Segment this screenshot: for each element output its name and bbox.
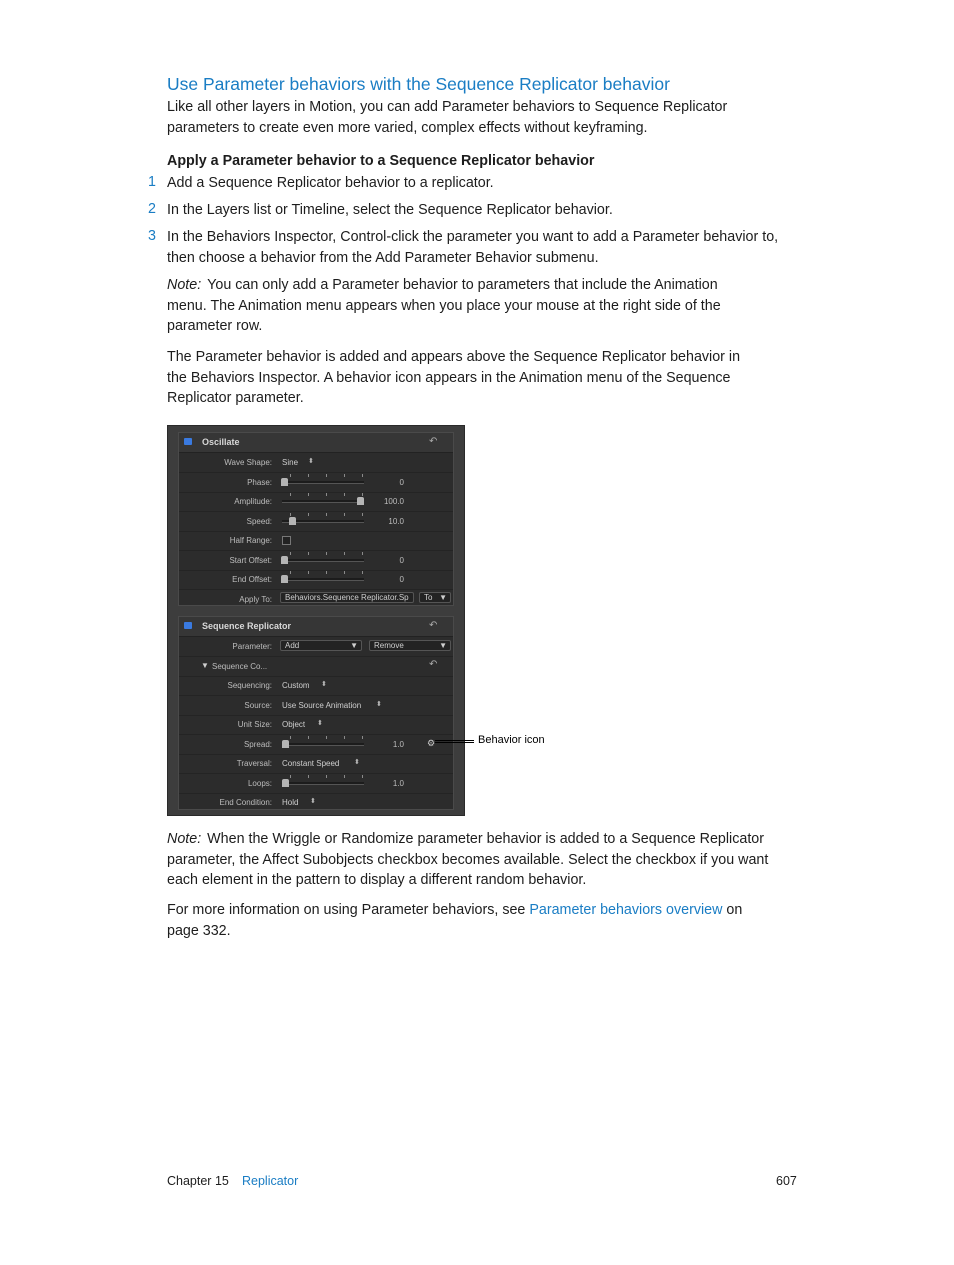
slider-tick <box>308 493 309 496</box>
slider-tick <box>326 552 327 555</box>
paragraph-line: page 332. <box>167 922 231 939</box>
param-label: Unit Size: <box>237 720 272 729</box>
task-title: Apply a Parameter behavior to a Sequence Replicator behavior <box>167 153 595 169</box>
param-row-phase <box>179 472 453 493</box>
step-number: 3 <box>148 228 156 244</box>
param-row-wave-shape <box>179 452 453 473</box>
param-label: Speed: <box>246 517 272 526</box>
slider-tick <box>308 552 309 555</box>
param-label: Wave Shape: <box>224 458 272 467</box>
slider-tick <box>308 474 309 477</box>
intro-line: Like all other layers in Motion, you can add Parameter behaviors to Sequence Replicator <box>167 99 728 115</box>
callout-line <box>435 742 474 743</box>
sequence-replicator-panel <box>178 616 454 810</box>
oscillate-panel <box>178 432 454 606</box>
param-value[interactable]: 10.0 <box>388 517 404 526</box>
slider-tick <box>326 513 327 516</box>
sequence-replicator-header <box>179 617 453 637</box>
slider-knob[interactable] <box>282 740 289 748</box>
subgroup-label: Sequence Co... <box>212 662 268 671</box>
param-value[interactable]: 1.0 <box>392 740 404 749</box>
sequencing-popup[interactable]: Custom <box>282 681 310 690</box>
param-row-unit-size <box>179 714 453 735</box>
slider-tick <box>362 493 363 496</box>
reset-icon[interactable]: ↶ <box>429 436 438 447</box>
wave-shape-popup[interactable]: Sine <box>282 458 299 467</box>
source-popup[interactable]: Use Source Animation <box>282 701 362 710</box>
panel-title: Oscillate <box>202 437 240 447</box>
amplitude-slider[interactable] <box>282 500 364 503</box>
slider-tick <box>290 571 291 574</box>
paragraph-line: the Behaviors Inspector. A behavior icon appears in the Animation menu of the Sequence <box>167 369 731 386</box>
param-value[interactable]: 100.0 <box>383 497 404 506</box>
param-row-source <box>179 695 453 716</box>
note-paragraph <box>167 829 768 891</box>
param-label: Phase: <box>247 478 272 487</box>
param-value[interactable]: 0 <box>399 478 404 487</box>
slider-tick <box>290 474 291 477</box>
footer-section-link[interactable]: Replicator <box>242 1174 299 1188</box>
half-range-checkbox[interactable] <box>282 536 291 545</box>
param-row-spread <box>179 734 453 755</box>
intro-paragraph <box>167 97 727 138</box>
note-label: Note: <box>167 831 202 847</box>
param-label: Start Offset: <box>229 556 272 565</box>
param-label: Source: <box>244 701 272 710</box>
enable-checkbox[interactable] <box>184 438 192 445</box>
slider-tick <box>344 571 345 574</box>
note-paragraph <box>167 275 721 337</box>
slider-tick <box>326 493 327 496</box>
disclosure-triangle-icon[interactable]: ▼ <box>201 661 209 670</box>
subgroup-row[interactable] <box>179 656 453 677</box>
slider-tick <box>290 736 291 739</box>
slider-tick <box>308 736 309 739</box>
enable-checkbox[interactable] <box>184 622 192 629</box>
intro-line: parameters to create even more varied, complex effects without keyframing. <box>167 119 648 136</box>
slider-tick <box>308 513 309 516</box>
more-info-paragraph <box>167 900 742 941</box>
slider-tick <box>326 775 327 778</box>
updown-arrows-icon: ⬍ <box>354 759 360 766</box>
slider-tick <box>362 775 363 778</box>
slider-tick <box>290 493 291 496</box>
slider-tick <box>362 474 363 477</box>
param-row-apply-to <box>179 589 453 609</box>
parameter-behaviors-overview-link[interactable]: Parameter behaviors overview <box>529 902 723 918</box>
slider-tick <box>344 736 345 739</box>
param-row-speed <box>179 511 453 532</box>
slider-tick <box>362 552 363 555</box>
slider-knob[interactable] <box>281 478 288 486</box>
start-offset-slider[interactable] <box>282 559 364 562</box>
slider-knob[interactable] <box>281 575 288 583</box>
param-value[interactable]: 1.0 <box>392 779 404 788</box>
param-label: Traversal: <box>236 759 272 768</box>
slider-tick <box>290 552 291 555</box>
paragraph-text: For more information on using Parameter behaviors, see <box>167 902 530 918</box>
updown-arrows-icon: ⬍ <box>308 458 314 465</box>
slider-tick <box>326 571 327 574</box>
param-label: Sequencing: <box>227 681 272 690</box>
param-label: End Offset: <box>232 575 272 584</box>
slider-tick <box>290 513 291 516</box>
unit-size-popup[interactable]: Object <box>282 720 306 729</box>
param-row-start-offset <box>179 550 453 571</box>
traversal-popup[interactable]: Constant Speed <box>282 759 340 768</box>
step-text <box>167 227 778 268</box>
slider-tick <box>308 571 309 574</box>
section-heading: Use Parameter behaviors with the Sequence Replicator behavior <box>167 74 670 94</box>
slider-tick <box>344 493 345 496</box>
end-offset-slider[interactable] <box>282 578 364 581</box>
step-text: In the Layers list or Timeline, select the Sequence Replicator behavior. <box>167 202 613 218</box>
updown-arrows-icon: ⬍ <box>317 720 323 727</box>
param-label: Amplitude: <box>234 497 272 506</box>
step-number: 2 <box>148 201 156 217</box>
param-value[interactable]: 0 <box>399 575 404 584</box>
step-line: In the Behaviors Inspector, Control-click the parameter you want to add a Parameter behavior to, <box>167 229 779 245</box>
note-line: parameter, the Affect Subobjects checkbox becomes available. Select the checkbox if you want <box>167 851 769 868</box>
add-popup[interactable] <box>280 640 362 651</box>
slider-tick <box>326 474 327 477</box>
slider-tick <box>326 736 327 739</box>
slider-knob[interactable] <box>289 517 296 525</box>
slider-tick <box>344 775 345 778</box>
slider-tick <box>344 513 345 516</box>
slider-tick <box>290 775 291 778</box>
remove-popup[interactable] <box>369 640 451 651</box>
panel-title: Sequence Replicator <box>202 621 292 631</box>
reset-icon[interactable]: ↶ <box>429 620 438 631</box>
to-label: To <box>424 593 433 602</box>
note-line: menu. The Animation menu appears when you place your mouse at the right side of the <box>167 297 721 314</box>
param-row-parameter <box>179 636 453 657</box>
param-label: End Condition: <box>219 798 272 807</box>
step-number: 1 <box>148 174 156 190</box>
remove-label: Remove <box>374 641 404 650</box>
slider-knob[interactable] <box>357 497 364 505</box>
param-label: Loops: <box>247 779 272 788</box>
slider-tick <box>344 474 345 477</box>
note-label: Note: <box>167 277 202 293</box>
param-label: Half Range: <box>229 536 272 545</box>
paragraph-line: The Parameter behavior is added and appears above the Sequence Replicator behavior in <box>167 349 741 365</box>
slider-knob[interactable] <box>281 556 288 564</box>
step-line: then choose a behavior from the Add Parameter Behavior submenu. <box>167 249 599 266</box>
paragraph-line: Replicator parameter. <box>167 390 304 407</box>
page-number: 607 <box>776 1174 797 1188</box>
add-label: Add <box>285 641 300 650</box>
param-label: Parameter: <box>232 642 272 651</box>
chevron-down-icon: ▼ <box>439 593 447 602</box>
spread-slider[interactable] <box>282 743 364 746</box>
param-row-amplitude <box>179 491 453 512</box>
note-line: parameter row. <box>167 318 263 335</box>
param-row-end-condition <box>179 792 453 812</box>
apply-to-field[interactable]: Behaviors.Sequence Replicator.Sp <box>280 592 414 603</box>
phase-slider[interactable] <box>282 481 364 484</box>
step-text: Add a Sequence Replicator behavior to a replicator. <box>167 175 494 191</box>
callout-label: Behavior icon <box>478 734 545 746</box>
note-line: You can only add a Parameter behavior to parameters that include the Animation <box>207 277 718 293</box>
chevron-down-icon: ▼ <box>439 641 447 650</box>
behaviors-inspector-figure <box>167 425 465 816</box>
reset-icon[interactable]: ↶ <box>429 659 438 670</box>
slider-tick <box>344 552 345 555</box>
param-label: Spread: <box>243 740 272 749</box>
param-value[interactable]: 0 <box>399 556 404 565</box>
loops-slider[interactable] <box>282 782 364 785</box>
updown-arrows-icon: ⬍ <box>321 681 327 688</box>
param-label: Apply To: <box>239 595 272 604</box>
slider-tick <box>362 571 363 574</box>
param-row-sequencing <box>179 675 453 696</box>
footer-chapter: Chapter 15 <box>167 1174 229 1188</box>
oscillate-header <box>179 433 453 453</box>
paragraph-text: on <box>722 902 743 918</box>
behavior-icon[interactable]: ⚙ <box>427 738 436 748</box>
slider-tick <box>362 513 363 516</box>
param-row-end-offset <box>179 569 453 590</box>
to-popup[interactable] <box>419 592 451 603</box>
slider-tick <box>308 775 309 778</box>
note-line: each element in the pattern to display a different random behavior. <box>167 872 587 889</box>
updown-arrows-icon: ⬍ <box>376 701 382 708</box>
slider-tick <box>362 736 363 739</box>
param-row-traversal <box>179 753 453 774</box>
note-line: When the Wriggle or Randomize parameter behavior is added to a Sequence Replicator <box>207 831 765 847</box>
slider-knob[interactable] <box>282 779 289 787</box>
param-row-half-range <box>179 530 453 551</box>
end-condition-popup[interactable]: Hold <box>282 798 299 807</box>
chevron-down-icon: ▼ <box>350 641 358 650</box>
result-paragraph <box>167 347 740 409</box>
callout-line <box>435 740 474 741</box>
param-row-loops <box>179 773 453 794</box>
updown-arrows-icon: ⬍ <box>310 798 316 805</box>
